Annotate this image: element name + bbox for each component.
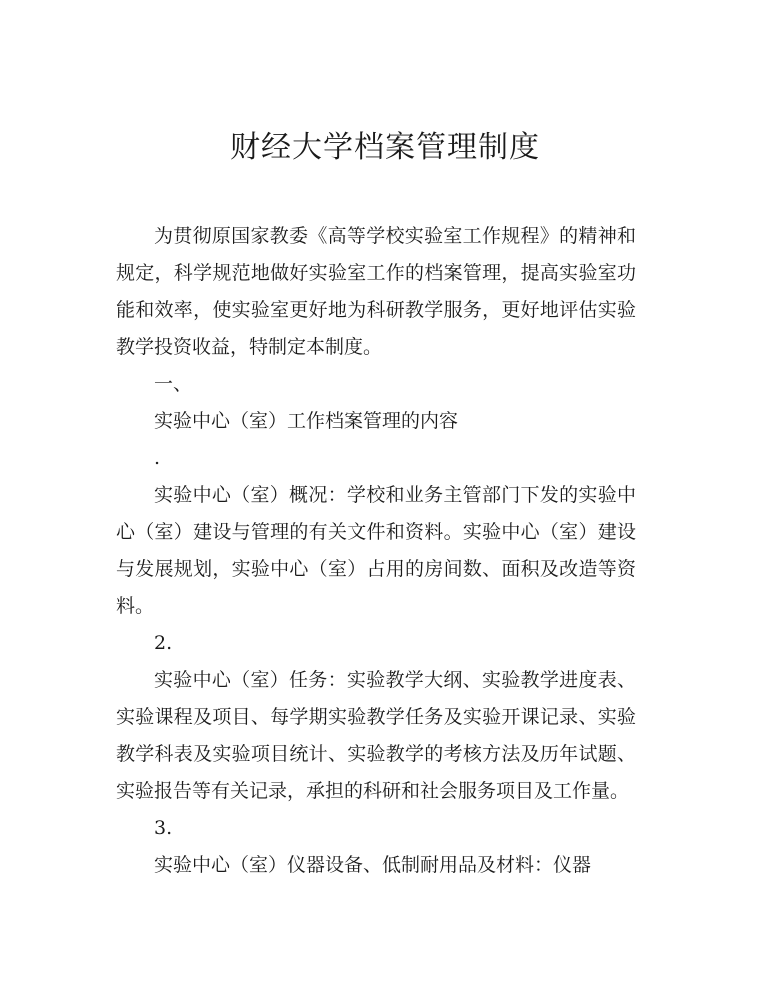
section-heading: 实验中心（室）工作档案管理的内容 [154,410,459,432]
item-number: 2. [154,632,173,654]
document-body [116,218,636,884]
paragraph-overview: 实验中心（室）概况：学校和业务主管部门下发的实验中心（室）建设与管理的有关文件和资料。实验中心（室）建设与发展规划，实验中心（室）占用的房间数、面积及改造等资料。 [116,484,636,617]
section-number: 一、 [154,373,193,395]
item-number: . [154,447,161,469]
document-title: 财经大学档案管理制度 [230,130,540,165]
paragraph-intro: 为贯彻原国家教委《高等学校实验室工作规程》的精神和规定，科学规范地做好实验室工作的档案管理，提高实验室功能和效率，使实验室更好地为科研教学服务，更好地评估实验教学投资收益，特制定本制度。 [116,225,636,358]
paragraph-tasks: 实验中心（室）任务：实验教学大纲、实验教学进度表、实验课程及项目、每学期实验教学任务及实验开课记录、实验教学科表及实验项目统计、实验教学的考核方法及历年试题、实验报告等有关记录，承担的科研和社会服务项目及工作量。 [116,669,636,802]
paragraph-equipment: 实验中心（室）仪器设备、低制耐用品及材料：仪器 [154,854,592,876]
item-number: 3. [154,817,173,839]
